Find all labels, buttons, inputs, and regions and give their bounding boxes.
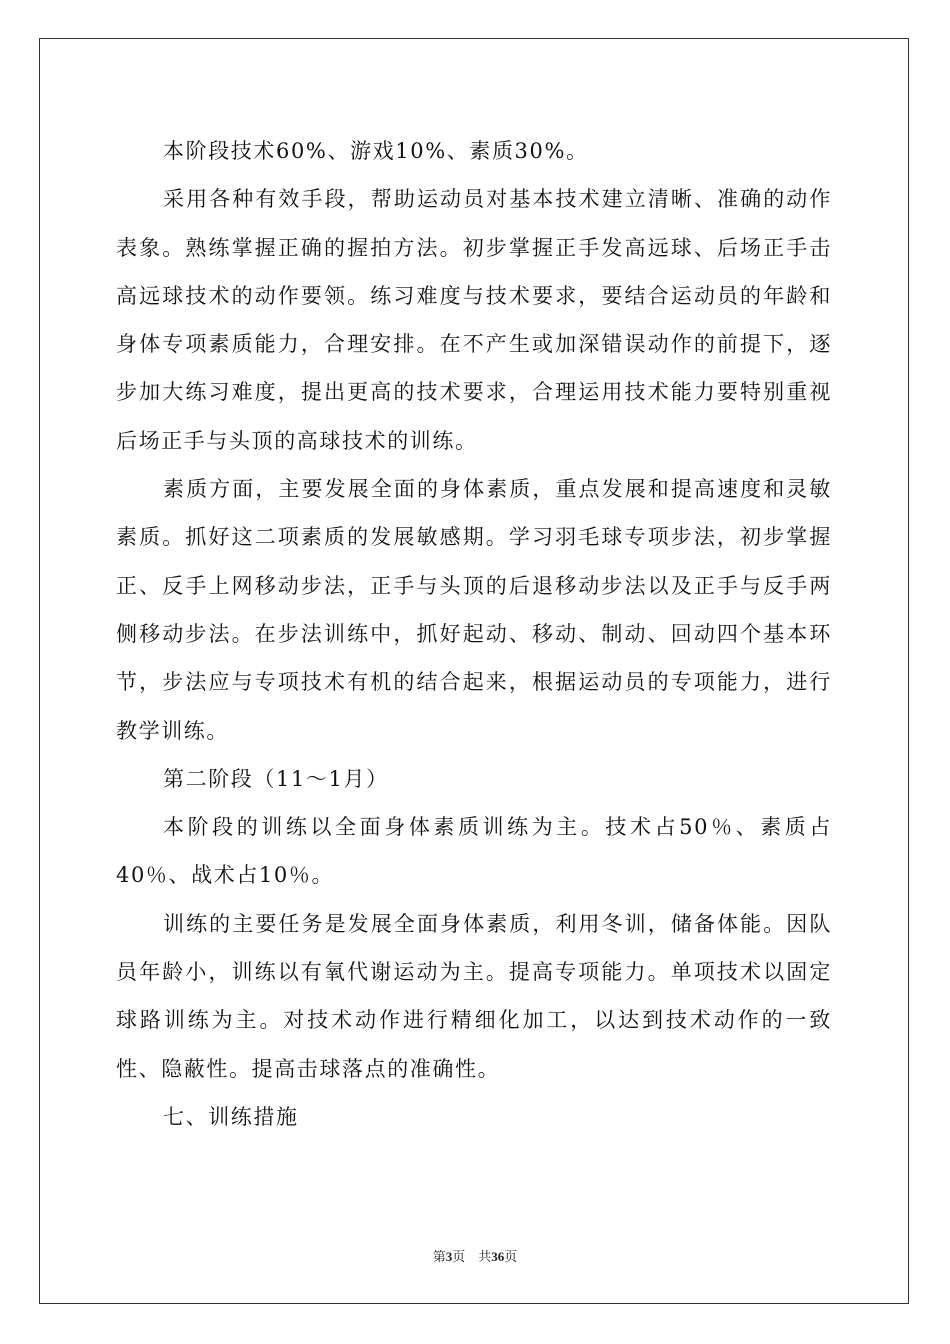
- footer-suffix: 页: [504, 1250, 518, 1265]
- footer-mid: 页 共: [452, 1250, 492, 1265]
- section-heading-7: 七、训练措施: [163, 1104, 299, 1129]
- document-body: [116, 127, 832, 1141]
- footer-total-pages: 36: [491, 1249, 505, 1264]
- footer-page-number: 3: [445, 1249, 453, 1264]
- paragraph-1: 本阶段技术60%、游戏10%、素质30%。: [163, 139, 589, 163]
- paragraph-3: 素质方面，主要发展全面的身体素质，重点发展和提高速度和灵敏素质。抓好这二项素质的发展敏感期。学习羽毛球专项步法，初步掌握正、反手上网移动步法，正手与头顶的后退移动步法以及正手与反手两侧移动步法。在步法训练中，抓好起动、移动、制动、回动四个基本环节，步法应与专项技术有机的结合起来，根据运动员的专项能力，进行教学训练。: [116, 477, 832, 743]
- footer-prefix: 第: [432, 1250, 446, 1265]
- section-heading-stage-2: 第二阶段（11～1月）: [163, 766, 389, 791]
- paragraph-2: 采用各种有效手段，帮助运动员对基本技术建立清晰、准确的动作表象。熟练掌握正确的握拍方法。初步掌握正手发高远球、后场正手击高远球技术的动作要领。练习难度与技术要求，要结合运动员的年龄和身体专项素质能力，合理安排。在不产生或加深错误动作的前提下，逐步加大练习难度，提出更高的技术要求，合理运用技术能力要特别重视后场正手与头顶的高球技术的训练。: [116, 187, 832, 453]
- paragraph-6: 训练的主要任务是发展全面身体素质，利用冬训，储备体能。因队员年龄小，训练以有氧代谢运动为主。提高专项能力。单项技术以固定球路训练为主。对技术动作进行精细化加工，以达到技术动作的一致性、隐蔽性。提高击球落点的准确性。: [116, 911, 832, 1081]
- paragraph-5: 本阶段的训练以全面身体素质训练为主。技术占50％、素质占40％、战术占10％。: [116, 815, 832, 888]
- page-footer: [0, 1246, 950, 1265]
